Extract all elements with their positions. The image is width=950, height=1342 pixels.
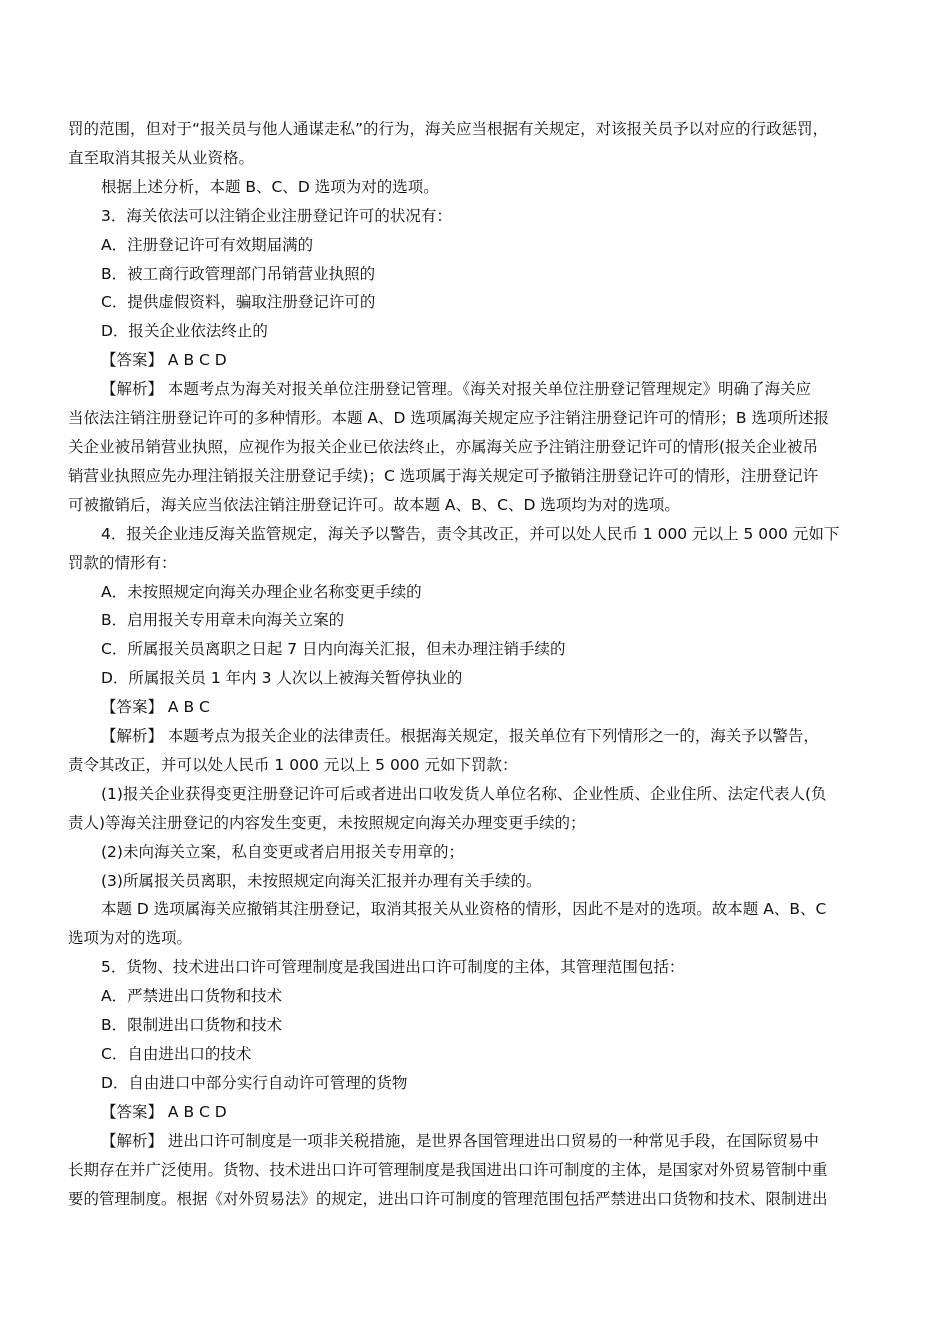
- text-line: 当依法注销注册登记许可的多种情形。本题 A、D 选项属海关规定应予注销注册登记许可的情形；B 选项所述报: [68, 409, 829, 428]
- document-body: [68, 115, 880, 1213]
- option-d: D．自由进口中部分实行自动许可管理的货物: [101, 1073, 408, 1092]
- question-5: 5．货物、技术进出口许可管理制度是我国进出口许可制度的主体，其管理范围包括：: [101, 958, 685, 977]
- text-line: 责人)等海关注册登记的内容发生变更，未按照规定向海关办理变更手续的；: [68, 813, 586, 832]
- answer: 【答案】 A B C D: [101, 351, 227, 370]
- option-a: A．注册登记许可有效期届满的: [101, 235, 314, 254]
- text-line: 罚款的情形有：: [68, 553, 177, 572]
- answer: 【答案】 A B C: [101, 698, 210, 717]
- option-a: A．未按照规定向海关办理企业名称变更手续的: [101, 582, 422, 601]
- list-item: (3)所属报关员离职，未按照规定向海关汇报并办理有关手续的。: [101, 871, 542, 890]
- option-a: A．严禁进出口货物和技术: [101, 987, 283, 1006]
- list-item: (1)报关企业获得变更注册登记许可后或者进出口收发货人单位名称、企业性质、企业住所、法定代表人(负: [101, 784, 827, 803]
- text-line: 责令其改正，并可以处人民币 1 000 元以上 5 000 元如下罚款：: [68, 755, 518, 774]
- list-item: (2)未向海关立案，私自变更或者启用报关专用章的；: [101, 842, 464, 861]
- analysis: 【解析】 本题考点为海关对报关单位注册登记管理。《海关对报关单位注册登记管理规定》明确了海关应: [101, 380, 812, 399]
- option-b: B．限制进出口货物和技术: [101, 1016, 283, 1035]
- analysis: 【解析】 本题考点为报关企业的法律责任。根据海关规定，报关单位有下列情形之一的，海关予以警告，: [101, 727, 819, 746]
- text-line: 选项为对的选项。: [68, 929, 193, 948]
- option-d: D．所属报关员 1 年内 3 人次以上被海关暂停执业的: [101, 669, 463, 688]
- analysis: 【解析】 进出口许可制度是一项非关税措施，是世界各国管理进出口贸易的一种常见手段，在国际贸易中: [101, 1131, 819, 1150]
- option-c: C．提供虚假资料，骗取注册登记许可的: [101, 293, 376, 312]
- text-line: 本题 D 选项属海关应撤销其注册登记，取消其报关从业资格的情形，因此不是对的选项。故本题 A、B、C: [101, 900, 827, 919]
- text-line: 长期存在并广泛使用。货物、技术进出口许可管理制度是我国进出口许可制度的主体，是国家对外贸易管制中重: [68, 1160, 828, 1179]
- option-c: C．所属报关员离职之日起 7 日内向海关汇报，但未办理注销手续的: [101, 640, 566, 659]
- option-c: C．自由进出口的技术: [101, 1045, 252, 1063]
- option-d: D．报关企业依法终止的: [101, 322, 268, 341]
- question-3: 3．海关依法可以注销企业注册登记许可的状况有：: [101, 206, 452, 225]
- text-line: 可被撤销后，海关应当依法注销注册登记许可。故本题 A、B、C、D 选项均为对的选项。: [68, 495, 680, 514]
- question-4: 4．报关企业违反海关监管规定，海关予以警告，责令其改正，并可以处人民币 1 000 元以上 5 000 元如下: [101, 524, 840, 543]
- text-line: 直至取消其报关从业资格。: [68, 148, 255, 167]
- answer: 【答案】 A B C D: [101, 1102, 227, 1121]
- text-line: 要的管理制度。根据《对外贸易法》的规定，进出口许可制度的管理范围包括严禁进出口货物和技术、限制进出: [68, 1189, 828, 1208]
- text-line: 根据上述分析，本题 B、C、D 选项为对的选项。: [101, 177, 439, 196]
- option-b: B．启用报关专用章未向海关立案的: [101, 611, 345, 630]
- text-line: 销营业执照应先办理注销报关注册登记手续)；C 选项属于海关规定可予撤销注册登记许可的情形，注册登记许: [68, 466, 819, 485]
- option-b: B．被工商行政管理部门吊销营业执照的: [101, 264, 376, 283]
- text-line: 关企业被吊销营业执照，应视作为报关企业已依法终止，亦属海关应予注销注册登记许可的情形(报关企业被吊: [68, 437, 819, 456]
- text-line: 罚的范围，但对于“报关员与他人通谋走私”的行为，海关应当根据有关规定，对该报关员予以对应的行政惩罚，: [68, 120, 829, 138]
